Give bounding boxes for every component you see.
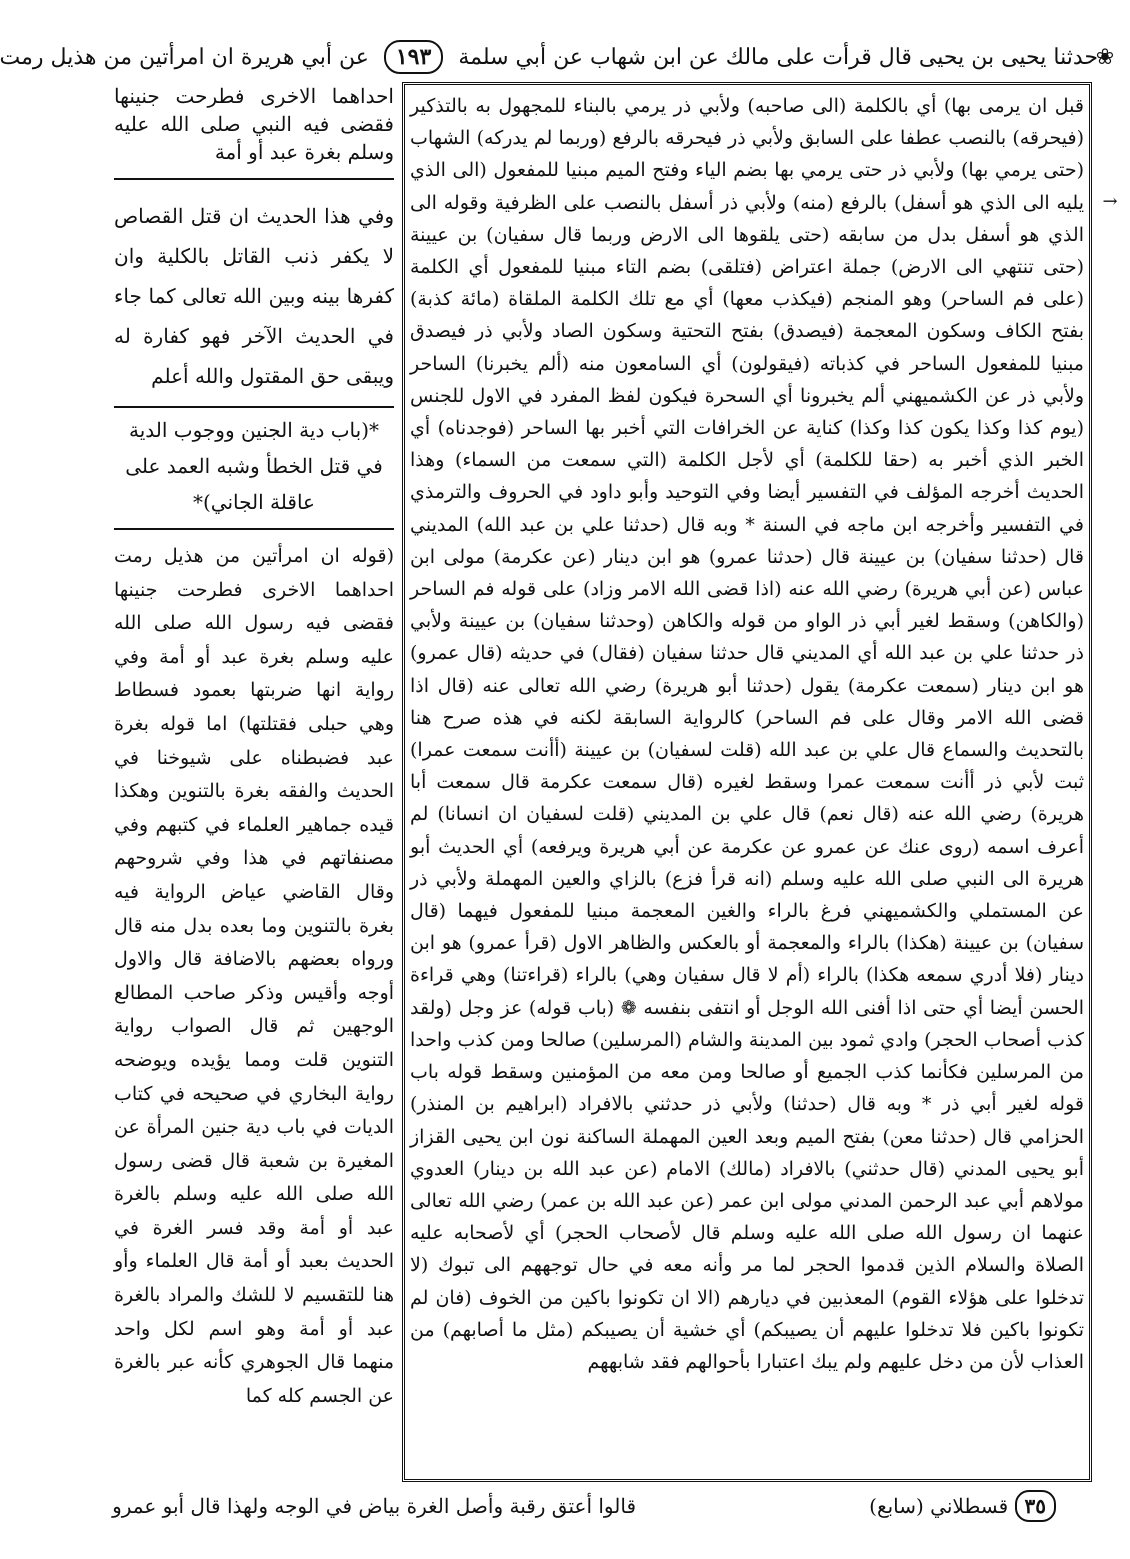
footer-book-title: قسطلاني (سابع) bbox=[869, 1494, 1009, 1518]
header-text-before: حدثنا يحيى بن يحيى قال قرأت على مالك عن ابن شهاب عن أبي سلمة bbox=[458, 45, 1098, 70]
footer-catchword: قالوا أعتق رقبة وأصل الغرة بياض في الوجه ولهذا قال أبو عمرو bbox=[112, 1494, 636, 1518]
page-footer bbox=[112, 1486, 1096, 1526]
footer-signature bbox=[656, 1486, 1056, 1526]
divider-line bbox=[114, 528, 394, 530]
side-commentary: (قوله ان امرأتين من هذيل رمت احداهما الاخرى فطرحت جنينها فقضى فيه رسول الله صلى الله عليه وسلم بغرة عبد أو أمة وفي رواية انها ضربتها بعمود فسطاط وهي حبلى فقتلتها) اما قوله بغرة عبد فضبطناه على شيوخنا في الحديث والفقه بغرة بالتنوين وهكذا قيده جماهير العلماء في كتبهم وفي مصنفاتهم في هذا وفي شروحهم وقال القاضي عياض الرواية فيه بغرة بالتنوين وما بعده بدل منه قال ورواه بعضهم بالاضافة قال والاول أوجه وأقيس وذكر صاحب المطالع الوجهين ثم قال الصواب رواية التنوين قلت ومما يؤيده ويوضحه رواية البخاري في صحيحه في كتاب الديات في باب دية جنين المرأة عن المغيرة بن شعبة قال قضى رسول الله صلى الله عليه وسلم بالغرة عبد أو أمة وقد فسر الغرة في الحديث بعبد أو أمة قال العلماء وأو هنا للتقسيم لا للشك والمراد بالغرة عبد أو أمة وهو اسم لكل واحد منهما قال الجوهري كأنه عبر بالغرة عن الجسم كله كما bbox=[114, 545, 394, 1407]
header-text-after: عن أبي هريرة ان امرأتين من هذيل رمت bbox=[0, 45, 369, 70]
hadith-text: احداهما الاخرى فطرحت جنينها فقضى فيه النبي صلى الله عليه وسلم بغرة عبد أو أمة bbox=[114, 84, 394, 164]
flower-ornament-icon: ❀ bbox=[1095, 45, 1115, 70]
chapter-heading: *(باب دية الجنين ووجوب الدية في قتل الخطأ وشبه العمد على عاقلة الجاني)* bbox=[125, 418, 383, 514]
header-page-number: ١٩٣ bbox=[384, 40, 443, 74]
page-header bbox=[0, 38, 1098, 78]
hadith-note: وفي هذا الحديث ان قتل القصاص لا يكفر ذنب القاتل بالكلية وان كفرها بينه وبين الله تعالى كما جاء في الحديث الآخر فهو كفارة له ويبقى حق المقتول والله أعلم bbox=[114, 204, 394, 388]
main-commentary-text: قبل ان يرمى بها) أي بالكلمة (الى صاحبه) ولأبي ذر يرمي بالبناء للمجهول به بالتذكير (فيحرقه) بالنصب عطفا على السابق ولأبي ذر فيحرقه بالرفع (وربما لم يدركه) الشهاب (حتى يرمي بها) ولأبي ذر حتى يرمي بها بضم الياء وفتح الميم مبنيا للمفعول (الى الذي يليه الى الذي هو أسفل) بالرفع (منه) ولأبي ذر أسفل بالنصب على الظرفية وقوله الى الذي هو أسفل بدل من سابقه (حتى يلقوها الى الارض وربما قال سفيان) بن عيينة (حتى تنتهي الى الارض) جملة اعتراض (فتلقى) بضم التاء مبنيا للمفعول أي الكلمة (على فم الساحر) وهو المنجم (فيكذب معها) أي مع تلك الكلمة الملقاة (مائة كذبة) بفتح الكاف وسكون المعجمة (فيصدق) بفتح التحتية وسكون الصاد ولأبي ذر فيصدق مبنيا للمفعول الساحر في كذباته (فيقولون) أي السامعون منه (ألم يخبرنا) الساحر ولأبي ذر عن الكشميهني ألم يخبرونا أي السحرة فيكون لفظ المفرد في الاول للجنس (يوم كذا وكذا يكون كذا وكذا) كناية عن الخرافات التي أخبر بها الساحر (فوجدناه) أي الخبر الذي أخبر به (حقا للكلمة) أي لأجل الكلمة (التي سمعت من السماء) وهذا الحديث أخرجه المؤلف في التفسير أيضا وفي التوحيد وأبو داود في الحروف والترمذي في التفسير وأخرجه ابن ماجه في السنة * وبه قال (حدثنا علي بن عبد الله) المديني قال (حدثنا سفيان) بن عيينة قال (حدثنا عمرو) هو ابن دينار (عن عكرمة) مولى ابن عباس (عن أبي هريرة) رضي الله عنه (اذا قضى الله الامر وزاد) على قوله فم الساحر (والكاهن) وسقط لغير أبي ذر الواو من قوله والكاهن (وحدثنا سفيان) بن عيينة ولأبي ذر حدثنا علي بن عبد الله أي المديني قال حدثنا سفيان (فقال) في حديثه (قال عمرو) هو ابن دينار (سمعت عكرمة) يقول (حدثنا أبو هريرة) رضي الله تعالى عنه (قال اذا قضى الله الامر وقال على فم الساحر) كالرواية السابقة لكنه في هذه صرح هنا بالتحديث والسماع قال علي بن عبد الله (قلت لسفيان) بن عيينة (أأنت سمعت عمرا) ثبت لأبي ذر أأنت سمعت عمرا وسقط لغيره (قال سمعت عكرمة قال سمعت أبا هريرة) رضي الله عنه (قال نعم) قال علي بن المديني (قلت لسفيان ان انسانا) لم أعرف اسمه (روى عنك عن عمرو عن عكرمة عن أبي هريرة ويرفعه) أي الحديث أبو هريرة الى النبي صلى الله عليه وسلم (انه قرأ فزع) بالزاي والعين المهملة ولأبي ذر عن المستملي والكشميهني فرغ بالراء والغين المعجمة مبنيا للمفعول فيهما (قال سفيان) بن عيينة (هكذا) بالراء والمعجمة أو بالعكس والظاهر الاول (قرأ عمرو) هو ابن دينار (فلا أدري سمعه هكذا) بالراء (أم لا قال سفيان وهي) بالراء (قراءتنا) وهي قراءة الحسن أيضا أي حتى اذا أفنى الله الوجل أو انتفى بنفسه ❁ (باب قوله) عز وجل (ولقد كذب أصحاب الحجر) وادي ثمود بين المدينة والشام (المرسلين) صالحا ومن كذب واحدا من المرسلين فكأنما كذب الجميع أو صالحا ومن معه من المؤمنين وسقط قوله باب قوله لغير أبي ذر * وبه قال (حدثنا) ولأبي ذر حدثني بالافراد (ابراهيم بن المنذر) الحزامي قال (حدثنا معن) بفتح الميم وبعد العين المهملة الساكنة نون ابن يحيى القزاز أبو يحيى المدني (قال حدثني) بالافراد (مالك) الامام (عن عبد الله بن دينار) العدوي مولاهم أبي عبد الرحمن المدني مولى ابن عمر (عن عبد الله بن عمر) رضي الله تعالى عنهما ان رسول الله صلى الله عليه وسلم قال لأصحاب الحجر) أي لأصحابه عليه الصلاة والسلام الذين قدموا الحجر لما مر وأنه معه في حال توجههم الى تبوك (لا تدخلوا على هؤلاء القوم) المعذبين في ديارهم (الا ان تكونوا باكين من الخوف (فان لم تكونوا باكين فلا تدخلوا عليهم أن يصيبكم) أي خشية أن يصيبكم (مثل ما أصابهم) من العذاب لأن من دخل عليهم ولم يبك اعتبارا بأحوالهم فقد شابههم bbox=[410, 95, 1084, 1373]
main-commentary bbox=[410, 90, 1084, 1474]
footer-page-number: ٣٥ bbox=[1015, 1490, 1056, 1522]
margin-arrow-icon: → bbox=[1102, 191, 1118, 212]
divider-line bbox=[114, 178, 394, 180]
divider-line bbox=[114, 406, 394, 408]
